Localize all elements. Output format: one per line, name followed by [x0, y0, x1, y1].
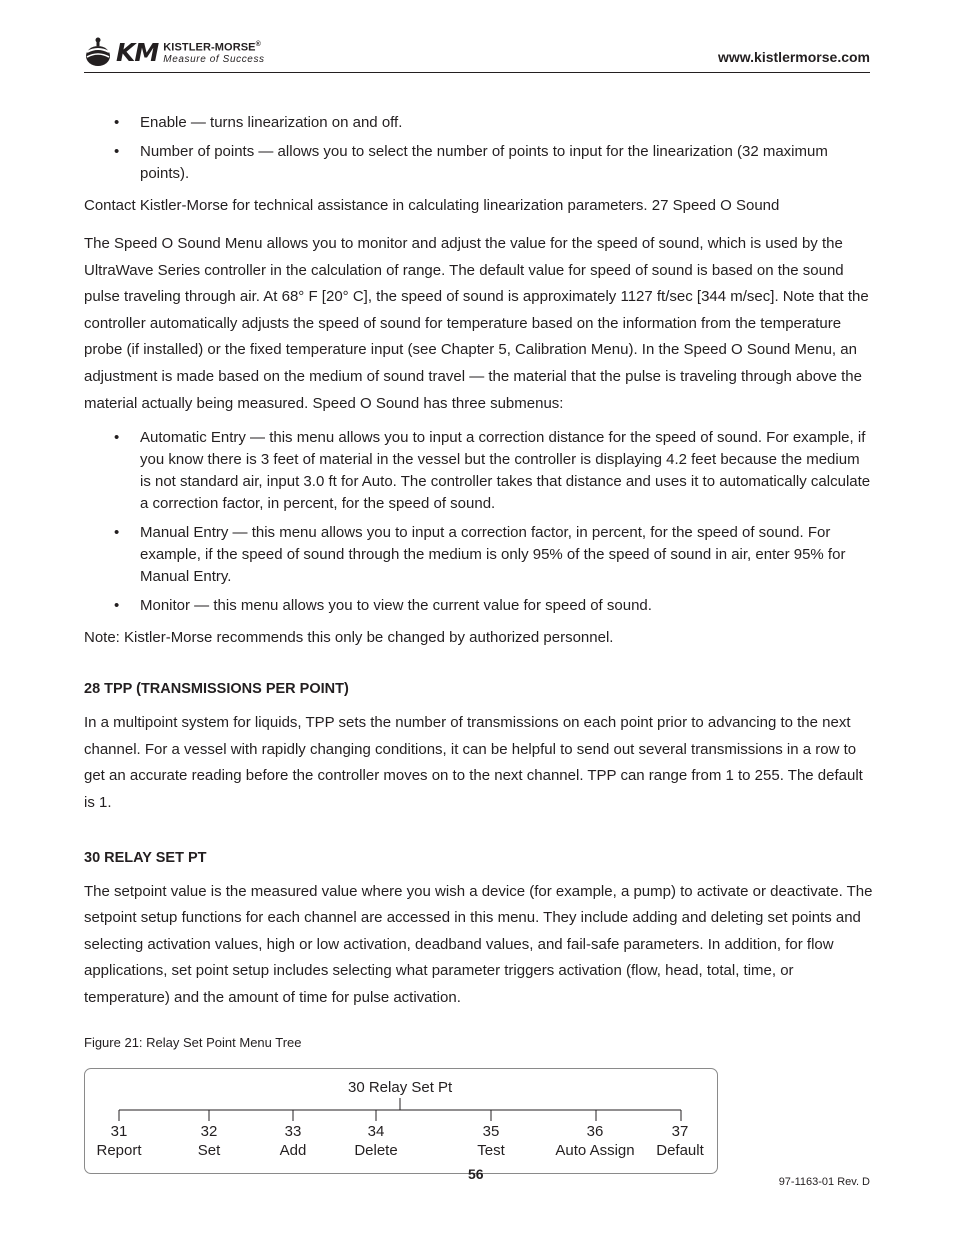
section-body: The setpoint value is the measured value where you wish a device (for example, a pump) to activate or deactivate. The setpoint setup functions for each channel are accessed in this menu. They include adding and deleting set points and selecting activation values, high or low activation, deadband values, and fail-safe parameters. In addition, for flow applications, set point setup includes selecting what parameter triggers activation (flow, head, total, time, or temperature) and the amount of time for pulse activation.: [84, 882, 873, 1006]
page-number: 56: [468, 1166, 484, 1182]
speed-paragraph: The Speed O Sound Menu allows you to monitor and adjust the value for the speed of sound, which is used by the UltraWave Series controller in the calculation of range. The default value for speed of sound is based on the sound pulse traveling through air. At 68° F [20° C], the speed of sound is approximately 1127 ft/sec [344 m/sec]. Note that the controller automatically adjusts the speed of sound for temperature based on the information from the temperature probe (if installed) or the fixed temperature input (see Chapter 5, Calibration Menu). In the Speed O Sound Menu, an adjustment is made based on the medium of sound travel — the material that the pulse is traveling through above the material actually being measured. Speed O Sound has three submenus:: [84, 235, 869, 412]
company-logo: [84, 36, 265, 68]
brand-reg: ®: [255, 41, 261, 49]
list-item: • Monitor — this menu allows you to view the current value for speed of sound.: [84, 595, 874, 617]
node-number: 33: [284, 1123, 302, 1140]
section-heading: 28 TPP (TRANSMISSIONS PER POINT): [84, 681, 349, 698]
figure-caption: Figure 21: Relay Set Point Menu Tree: [84, 1034, 302, 1050]
page-content: [84, 112, 874, 1050]
tree-node-report: [69, 1122, 169, 1160]
list-item: • Number of points — allows you to select the number of points to input for the linearization (32 maximum points).: [84, 141, 874, 185]
page-header: [84, 34, 870, 73]
brand-tagline: Measure of Success: [163, 53, 265, 65]
section-body: In a multipoint system for liquids, TPP sets the number of transmissions on each point prior to advancing to the next channel. For a vessel with rapidly changing conditions, it can be helpful to send out several transmissions in a row to get an accurate reading before the controller moves on to the next channel. TPP can range from 1 to 255. The default is 1.: [84, 714, 863, 811]
node-number: 32: [200, 1123, 218, 1140]
tree-node-default: [630, 1122, 730, 1160]
node-label: Test: [477, 1142, 505, 1159]
node-label: Add: [279, 1142, 307, 1159]
logo-km: KM: [116, 37, 159, 67]
node-number: 31: [110, 1123, 128, 1140]
node-label: Set: [197, 1142, 221, 1159]
list-item: • Manual Entry — this menu allows you to input a correction factor, in percent, for the speed of sound. For example, if the speed of sound through the medium is only 95% of the speed of sound in air, enter 95% for Manual Entry.: [84, 522, 874, 588]
tree-node-delete: [326, 1122, 426, 1160]
node-label: Delete: [354, 1142, 398, 1159]
contact-paragraph: Contact Kistler-Morse for technical assistance in calculating linearization parameters. 27 Speed O Sound: [84, 197, 780, 214]
document-number: 97-1163-01 Rev. D: [778, 1176, 870, 1188]
node-label: Default: [656, 1142, 704, 1159]
node-label: Auto Assign: [555, 1142, 635, 1159]
tree-node-test: [441, 1122, 541, 1160]
list-item: • Automatic Entry — this menu allows you to input a correction distance for the speed of sound. For example, if you know there is 3 feet of material in the vessel but the controller is displaying 4.2 feet because the medium is not standard air, input 3.0 ft for Auto. The controller takes that distance and uses it to automatically calculate a correction factor, in percent, for the speed of sound.: [84, 427, 874, 515]
node-label: Report: [96, 1142, 142, 1159]
speed-submenu-bullets: [84, 427, 874, 617]
website-url[interactable]: www.kistlermorse.com: [718, 49, 870, 65]
tree-root-node: 30 Relay Set Pt: [348, 1079, 453, 1096]
linearization-bullets: [84, 112, 874, 185]
node-number: 34: [367, 1123, 385, 1140]
section-heading: 30 RELAY SET PT: [84, 849, 207, 866]
brand-name: KISTLER-MORSE: [163, 41, 256, 54]
list-item: • Enable — turns linearization on and off.: [84, 112, 874, 134]
node-number: 37: [671, 1123, 689, 1140]
note-paragraph: Note: Kistler-Morse recommends this only be changed by authorized personnel.: [84, 629, 614, 647]
node-number: 36: [586, 1123, 604, 1140]
node-number: 35: [482, 1123, 500, 1140]
scale-logo-icon: [84, 37, 112, 67]
